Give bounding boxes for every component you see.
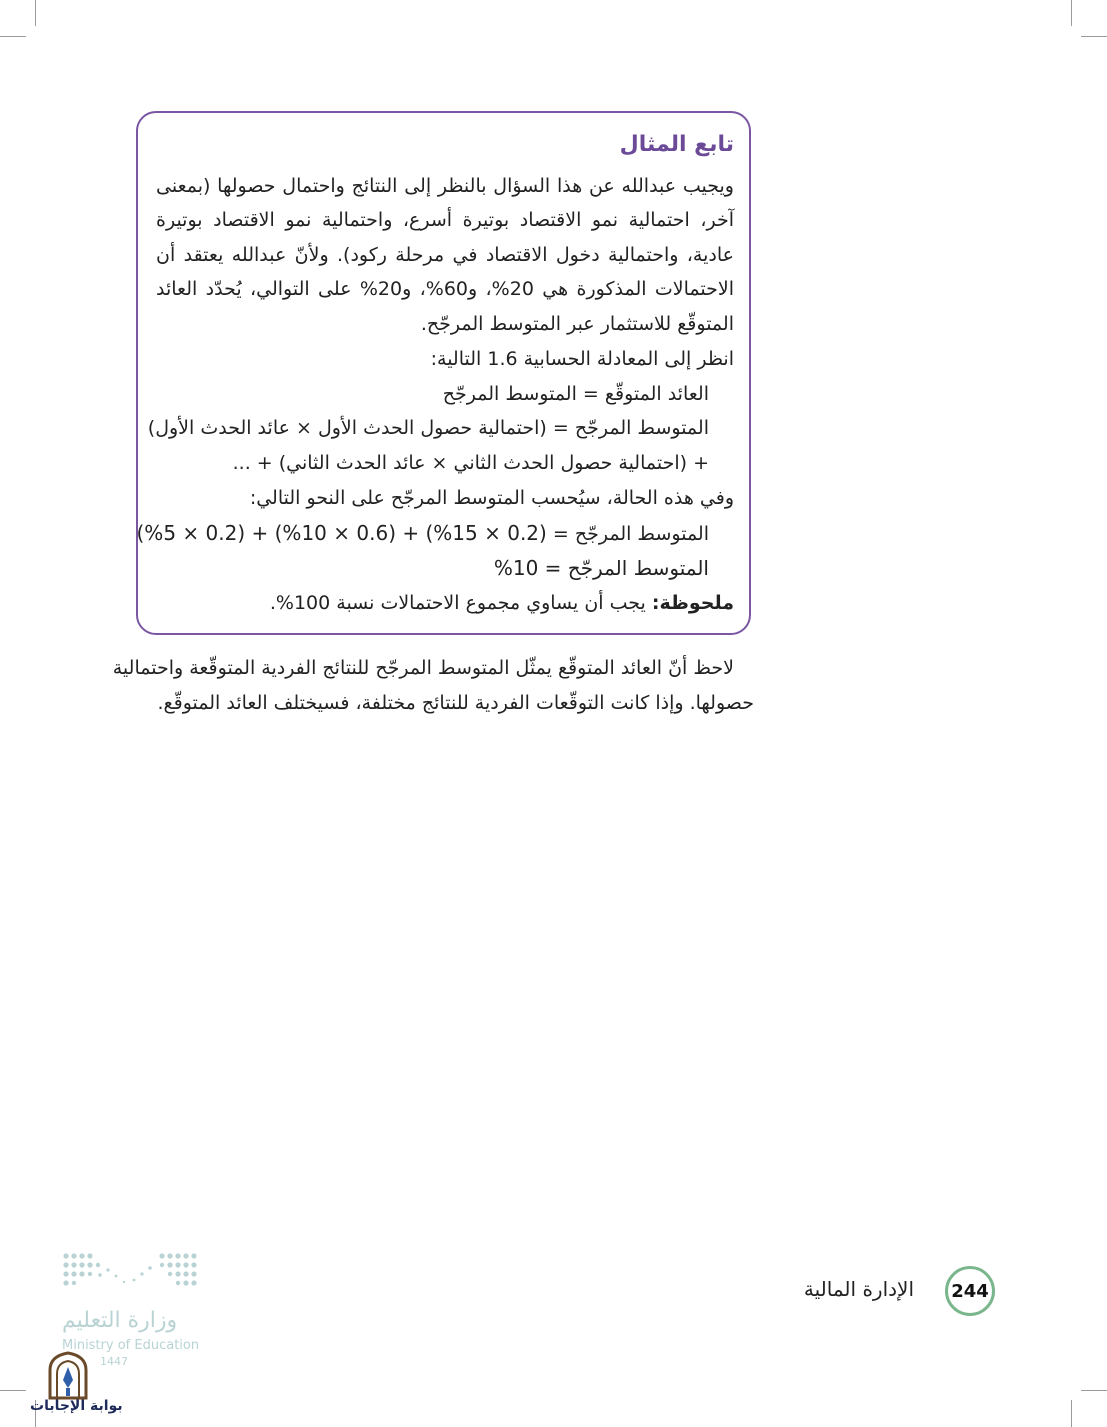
calculation-label: المتوسط المرجّح = bbox=[552, 523, 709, 545]
ministry-name-arabic: وزارة التعليم bbox=[62, 1308, 178, 1333]
page-number-badge bbox=[945, 1266, 995, 1316]
page-number: 244 bbox=[951, 1280, 989, 1302]
equation-reference: انظر إلى المعادلة الحسابية 1.6 التالية: bbox=[430, 348, 734, 370]
watermark-logo-icon bbox=[46, 1350, 90, 1400]
paragraph-line: ويجيب عبدالله عن هذا السؤال بالنظر إلى النتائج واحتمال حصولها (بمعنى bbox=[156, 175, 734, 197]
book-title: الإدارة المالية bbox=[803, 1277, 914, 1301]
note-text: يجب أن يساوي مجموع الاحتمالات نسبة 100%. bbox=[269, 592, 646, 614]
equation-line: العائد المتوقّع = المتوسط المرجّح bbox=[442, 383, 709, 405]
calculation-intro: وفي هذه الحالة، سيُحسب المتوسط المرجّح على النحو التالي: bbox=[249, 487, 734, 509]
crop-mark bbox=[1081, 1390, 1107, 1391]
ministry-logo-dots-icon bbox=[60, 1250, 200, 1294]
paragraph-line: الاحتمالات المذكورة هي 20%، و60%، و20% على التوالي، يُحدّد العائد bbox=[156, 278, 734, 300]
calculation-line bbox=[137, 516, 710, 551]
equation-line: المتوسط المرجّح = (احتمالية حصول الحدث الأول × عائد الحدث الأول) bbox=[147, 417, 709, 439]
paragraph-line: عادية، واحتمالية دخول الاقتصاد في مرحلة ركود). ولأنّ عبدالله يعتقد أن bbox=[156, 244, 734, 266]
body-line: حصولها. وإذا كانت التوقّعات الفردية للنتائج مختلفة، فسيختلف العائد المتوقّع. bbox=[157, 692, 754, 714]
body-line: لاحظ أنّ العائد المتوقّع يمثّل المتوسط المرجّح للنتائج الفردية المتوقّعة واحتمالية bbox=[112, 657, 734, 679]
calculation-expression: (0.2 × 15%) + (0.6 × 10%) + (0.2 × 5%) bbox=[136, 521, 547, 545]
crop-mark bbox=[1071, 1400, 1072, 1427]
ministry-name-english: Ministry of Education bbox=[62, 1338, 200, 1353]
paragraph-line: آخر، احتمالية نمو الاقتصاد بوتيرة أسرع، واحتمالية نمو الاقتصاد بوتيرة bbox=[156, 209, 734, 231]
example-title: تابع المثال bbox=[619, 132, 734, 157]
note-line bbox=[270, 586, 734, 620]
crop-mark bbox=[1081, 36, 1107, 37]
note-label: ملحوظة: bbox=[651, 592, 734, 614]
calculation-result: المتوسط المرجّح = 10% bbox=[493, 556, 709, 580]
crop-mark bbox=[1071, 0, 1072, 26]
crop-mark bbox=[35, 0, 36, 26]
crop-mark bbox=[0, 36, 26, 37]
equation-line: + (احتمالية حصول الحدث الثاني × عائد الحدث الثاني) + ... bbox=[232, 452, 709, 474]
watermark-text: بوابة الإجابات bbox=[30, 1398, 123, 1414]
paragraph-line: المتوقّع للاستثمار عبر المتوسط المرجّح. bbox=[420, 313, 734, 335]
crop-mark bbox=[0, 1390, 26, 1391]
ministry-year: 1447 bbox=[100, 1355, 128, 1368]
